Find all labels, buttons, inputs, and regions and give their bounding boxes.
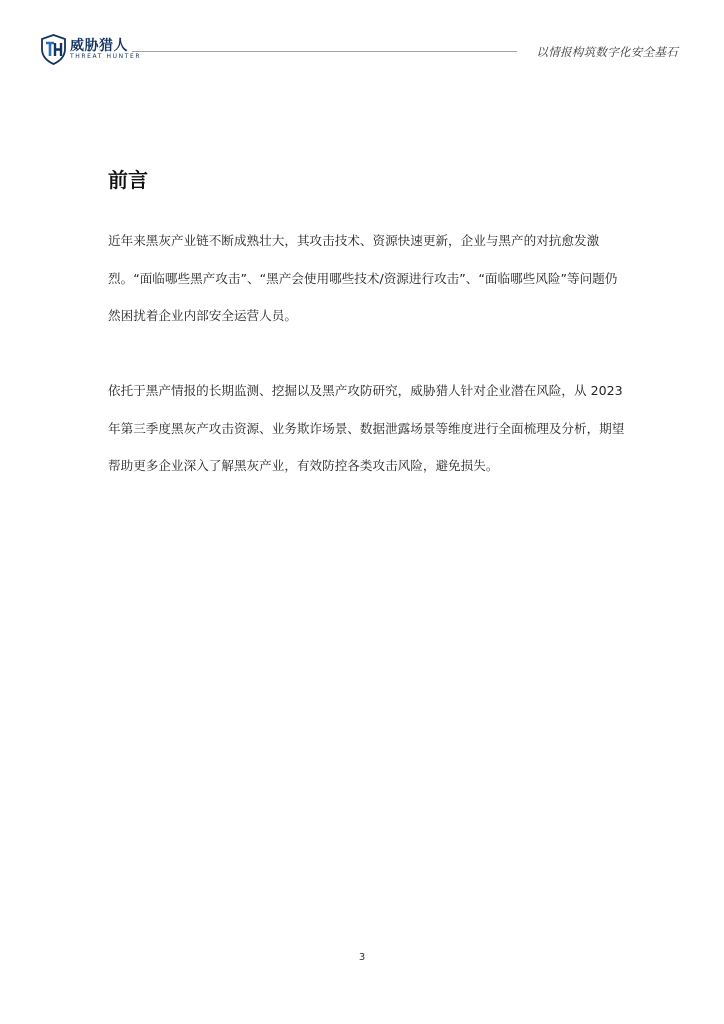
page-number: 3 [358,952,366,963]
threat-hunter-shield-icon [40,34,67,65]
page-header [0,0,724,70]
brand-name: 威胁猎人 [70,38,128,54]
brand-logo [40,34,142,66]
paragraph-scope: 依托于黑产情报的长期监测、挖掘以及黑产攻防研究，威胁猎人针对企业潜在风险，从 2023 年第三季度黑灰产攻击资源、业务欺诈场景、数据泄露场景等维度进行全面梳理及分析，期望帮助更多企业深入了解黑灰产业，有效防控各类攻击风险，避免损失。 [108,383,625,473]
header-divider [132,51,517,52]
header-tagline: 以情报构筑数字化安全基石 [536,45,678,59]
paragraph-intro: 近年来黑灰产业链不断成熟壮大，其攻击技术、资源快速更新，企业与黑产的对抗愈发激烈。“面临哪些黑产攻击”、“黑产会使用哪些技术/资源进行攻击”、“面临哪些风险”等问题仍然困扰着企业内部安全运营人员。 [108,233,618,323]
brand-subtitle: THREAT HUNTER [70,53,142,60]
page-title: 前言 [108,168,148,192]
